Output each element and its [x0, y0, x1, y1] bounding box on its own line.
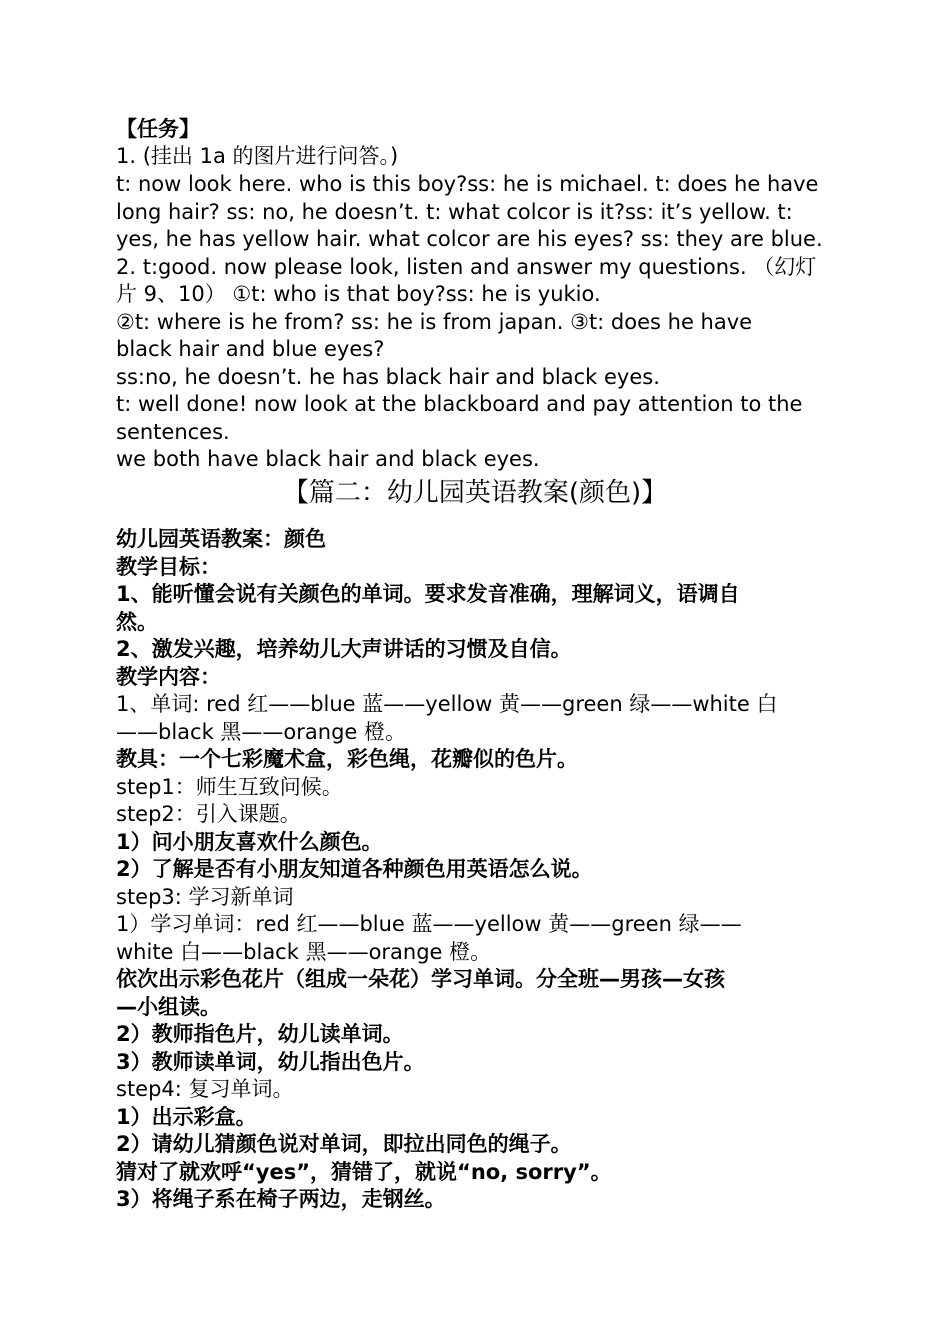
text-line: step4: 复习单词。: [116, 1077, 294, 1101]
text-line: step1：师生互致问候。: [116, 775, 343, 799]
text-line: 1）问小朋友喜欢什么颜色。: [116, 830, 383, 854]
text-line: 教学内容：: [116, 665, 221, 689]
text-line: t: well done! now look at the blackboard and pay attention to the: [116, 392, 803, 416]
text-line: 教学目标：: [116, 555, 221, 579]
text-line: we both have black hair and black eyes.: [116, 447, 540, 471]
text-line: 依次出示彩色花片（组成一朵花）学习单词。分全班—男孩—女孩: [116, 967, 725, 991]
text-line: 2）了解是否有小朋友知道各种颜色用英语怎么说。: [116, 857, 593, 881]
text-line: 2）请幼儿猜颜色说对单词，即拉出同色的绳子。: [116, 1132, 572, 1156]
text-line: sentences.: [116, 420, 230, 444]
text-line: black hair and blue eyes?: [116, 337, 385, 361]
text-line: 1. (挂出 1a 的图片进行问答。): [116, 144, 399, 168]
text-line: ——black 黑——orange 橙。: [116, 720, 407, 744]
text-line: 1）学习单词：red 红——blue 蓝——yellow 黄——green 绿——: [116, 912, 742, 936]
text-line: 教具：一个七彩魔术盒，彩色绳，花瓣似的色片。: [116, 747, 578, 771]
text-line: 1）出示彩盒。: [116, 1105, 257, 1129]
text-line: 1、能听懂会说有关颜色的单词。要求发音准确，理解词义，语调自: [116, 582, 740, 606]
text-line: ss:no, he doesn’t. he has black hair and black eyes.: [116, 365, 660, 389]
text-line: long hair? ss: no, he doesn’t. t: what colcor is it?ss: it’s yellow. t:: [116, 200, 793, 224]
text-line: 幼儿园英语教案：颜色: [116, 527, 326, 551]
text-line: 2、激发兴趣，培养幼儿大声讲话的习惯及自信。: [116, 637, 572, 661]
text-line: 猜对了就欢呼“yes”，猜错了，就说“no, sorry”。: [116, 1160, 612, 1184]
text-line: t: now look here. who is this boy?ss: he is michael. t: does he have: [116, 172, 819, 196]
section-title: 【篇二：幼儿园英语教案(颜色)】: [282, 478, 668, 508]
text-line: 片 9、10） ①t: who is that boy?ss: he is yukio.: [116, 282, 601, 306]
text-line: 2）教师指色片，幼儿读单词。: [116, 1022, 404, 1046]
text-line: ②t: where is he from? ss: he is from japan. ③t: does he have: [116, 310, 753, 334]
text-line: 2. t:good. now please look, listen and answer my questions. （幻灯: [116, 255, 817, 279]
text-line: —小组读。: [116, 995, 221, 1019]
task-heading: 【任务】: [116, 117, 200, 141]
text-line: 3）教师读单词，幼儿指出色片。: [116, 1050, 425, 1074]
text-line: step2：引入课题。: [116, 802, 301, 826]
text-line: 3）将绳子系在椅子两边，走钢丝。: [116, 1187, 446, 1211]
text-line: 1、单词: red 红——blue 蓝——yellow 黄——green 绿——white 白: [116, 692, 778, 716]
text-line: 然。: [116, 610, 158, 634]
text-line: step3: 学习新单词: [116, 885, 294, 909]
text-line: yes, he has yellow hair. what colcor are his eyes? ss: they are blue.: [116, 227, 823, 251]
text-line: white 白——black 黑——orange 橙。: [116, 940, 492, 964]
